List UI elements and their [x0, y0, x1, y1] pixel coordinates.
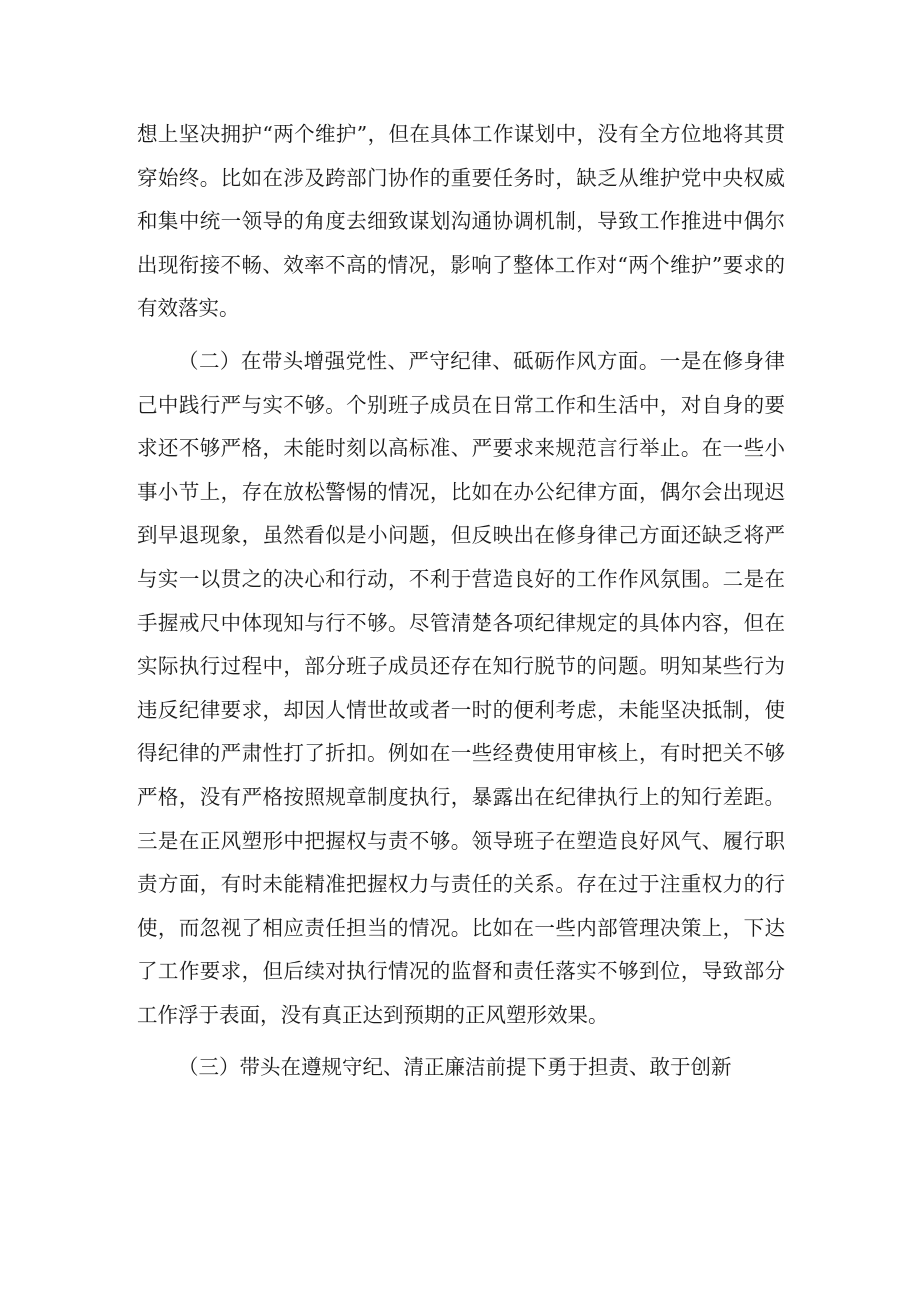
paragraph-continuation: 想上坚决拥护“两个维护”，但在具体工作谋划中，没有全方位地将其贯穿始终。比如在涉及跨部门协作的重要任务时，缺乏从维护党中央权威和集中统一领导的角度去细致谋划沟通协调机制，导致工作推进中偶尔出现衔接不畅、效率不高的情况，影响了整体工作对“两个维护”要求的有效落实。 — [137, 122, 785, 321]
paragraph-section-three-heading: （三）带头在遵规守纪、清正廉洁前提下勇于担责、敢于创新 — [178, 1055, 732, 1080]
paragraph-section-two: （二）在带头增强党性、严守纪律、砥砺作风方面。一是在修身律己中践行严与实不够。个别班子成员在日常工作和生活中，对自身的要求还不够严格，未能时刻以高标准、严要求来规范言行举止。在一些小事小节上，存在放松警惕的情况，比如在办公纪律方面，偶尔会出现迟到早退现象，虽然看似是小问题，但反映出在修身律己方面还缺乏将严与实一以贯之的决心和行动，不利于营造良好的工作作风氛围。二是在手握戒尺中体现知与行不够。尽管清楚各项纪律规定的具体内容，但在实际执行过程中，部分班子成员还存在知行脱节的问题。明知某些行为违反纪律要求，却因人情世故或者一时的便利考虑，未能坚决抵制，使得纪律的严肃性打了折扣。例如在一些经费使用审核上，有时把关不够严格，没有严格按照规章制度执行，暴露出在纪律执行上的知行差距。三是在正风塑形中把握权与责不够。领导班子在塑造良好风气、履行职责方面，有时未能精准把握权力与责任的关系。存在过于注重权力的行使，而忽视了相应责任担当的情况。比如在一些内部管理决策上，下达了工作要求，但后续对执行情况的监督和责任落实不够到位，导致部分工作浮于表面，没有真正达到预期的正风塑形效果。 — [137, 348, 785, 1027]
paragraph-gap — [137, 331, 785, 340]
document-body — [137, 113, 785, 1090]
paragraph-gap — [137, 1037, 785, 1046]
